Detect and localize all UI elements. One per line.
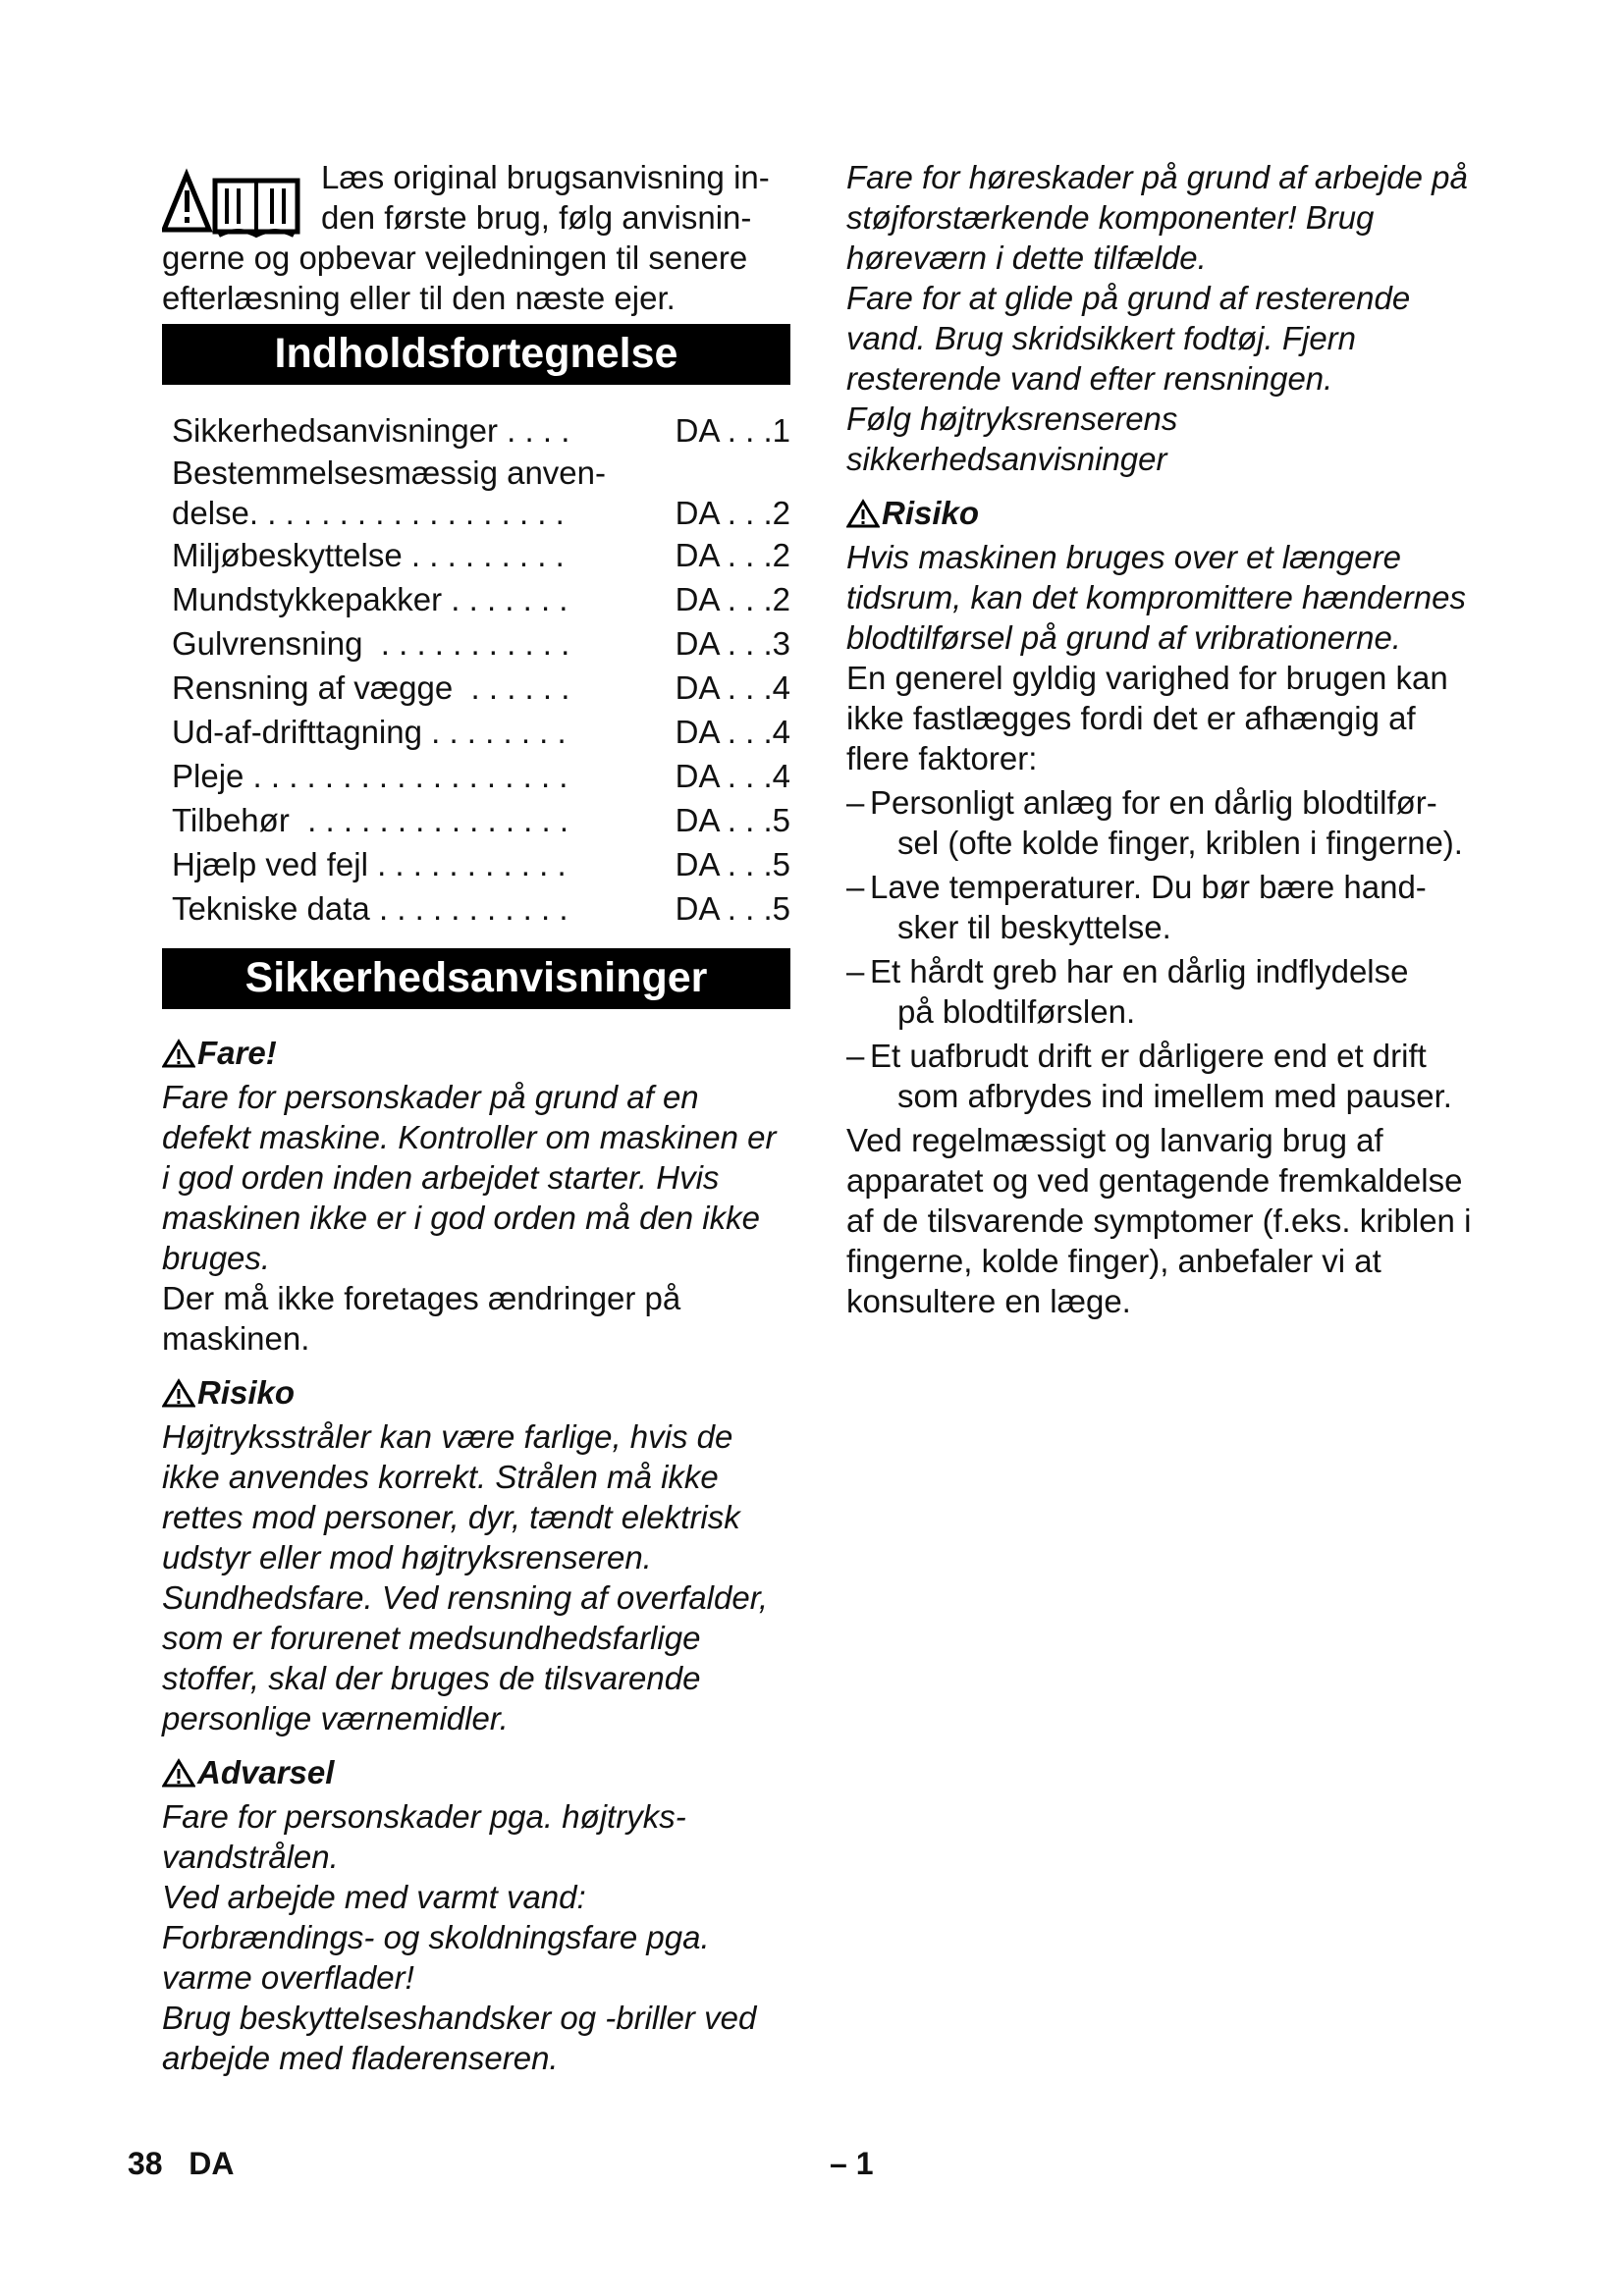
toc-page: DA . . .4: [675, 669, 790, 706]
advarsel-label: Advarsel: [197, 1754, 335, 1790]
factor-list: [846, 782, 1475, 1116]
fare-text-2: Der må ikke foretages ændringer på maskinen.: [162, 1280, 681, 1357]
toc-title: Tilbehør . . . . . . . . . . . . . . .: [172, 802, 569, 838]
right-column: [846, 157, 1475, 1321]
doctor-advice: Ved regelmæssigt og lanvarig brug af apparatet og ved gentagende fremkaldelse af de tilsvarende symptomer (f.eks. kriblen i fingerne, kolde finger), anbefaler vi at konsultere en læge.: [846, 1122, 1472, 1319]
advarsel-heading: [162, 1752, 790, 1792]
footer-center: – 1: [830, 2146, 874, 2181]
toc-entry[interactable]: [172, 798, 790, 842]
slip-warning: Fare for at glide på grund af resterende vand. Brug skridsikkert fodtøj. Fjern resterende vand efter rensningen.: [846, 280, 1411, 397]
toc-page: DA . . .3: [675, 625, 790, 662]
toc-page: DA . . .1: [675, 412, 790, 449]
list-item-text-cont: som afbrydes ind imellem med pauser.: [897, 1078, 1452, 1114]
hearing-warning: Fare for høreskader på grund af arbejde på støjforstærkende komponenter! Brug høreværn i dette tilfælde.: [846, 159, 1468, 276]
risiko-heading-right: [846, 493, 1475, 533]
list-item-text-cont: på blodtilførslen.: [897, 993, 1136, 1030]
list-item-text: Et uafbrudt drift er dårligere end et drift: [870, 1038, 1427, 1074]
toc-title: Ud-af-drifttagning . . . . . . . .: [172, 714, 567, 750]
toc-page: DA . . .2: [675, 495, 790, 531]
toc-entry[interactable]: [172, 408, 790, 453]
list-item: – Et hårdt greb har en dårlig indflydelse på blodtilførslen.: [846, 951, 1475, 1032]
risiko-label: Risiko: [197, 1374, 296, 1411]
intro-line2: den første brug, følg anvisnin-: [321, 199, 752, 236]
toc-page: DA . . .2: [675, 581, 790, 617]
toc-entry[interactable]: [172, 886, 790, 931]
intro-block: [162, 157, 790, 318]
footer-page-number: [128, 2146, 234, 2182]
toc-title: Gulvrensning . . . . . . . . . . .: [172, 625, 570, 662]
toc-page: DA . . .4: [675, 758, 790, 794]
follow-instructions: Følg højtryksrenserens sikkerhedsanvisninger: [846, 400, 1178, 477]
risiko-text: Højtryksstråler kan være farlige, hvis de ikke anvendes korrekt. Strålen må ikke rettes mod personer, dyr, tændt elektrisk udstyr eller mod højtryksrenseren.: [162, 1418, 740, 1575]
list-item-text: Personligt anlæg for en dårlig blodtilfør-: [870, 784, 1437, 821]
toc-page: DA . . .5: [675, 890, 790, 927]
toc-title: Rensning af vægge . . . . . .: [172, 669, 570, 706]
toc-page: DA . . .2: [675, 537, 790, 573]
toc-title: Mundstykkepakker . . . . . . .: [172, 581, 568, 617]
warning-triangle-icon: [162, 1378, 195, 1408]
vibration-text: Hvis maskinen bruges over et længere tidsrum, kan det kompromittere hændernes blodtilførsel på grund af vribrationerne.: [846, 539, 1466, 656]
toc-entry[interactable]: [172, 533, 790, 577]
toc-entry[interactable]: [172, 754, 790, 798]
list-item: – Lave temperaturer. Du bør bære hand- sker til beskyttelse.: [846, 867, 1475, 947]
toc-entry[interactable]: [172, 577, 790, 621]
page-number: 38: [128, 2146, 163, 2181]
list-item-text: Lave temperaturer. Du bør bære hand-: [870, 869, 1427, 905]
toc-entry[interactable]: [172, 621, 790, 666]
advarsel-text-2: Ved arbejde med varmt vand: Forbrændings- og skoldningsfare pga. varme overflader!: [162, 1879, 710, 1996]
warning-triangle-icon: [162, 1758, 195, 1788]
toc-title: Hjælp ved fejl . . . . . . . . . . .: [172, 846, 567, 882]
list-item-text: Et hårdt greb har en dårlig indflydelse: [870, 953, 1409, 989]
toc-title: Sikkerhedsanvisninger . . . .: [172, 412, 570, 449]
toc-title-cont: delse. . . . . . . . . . . . . . . . . .: [172, 495, 565, 531]
fare-label: Fare!: [197, 1035, 277, 1071]
list-item-text-cont: sker til beskyttelse.: [897, 909, 1171, 945]
toc-entry[interactable]: [172, 666, 790, 710]
fare-text: Fare for personskader på grund af en defekt maskine. Kontroller om maskinen er i god orden inden arbejdet starter. Hvis maskinen ikke er i god orden må den ikke bruges.: [162, 1079, 777, 1276]
toc-page: DA . . .5: [675, 846, 790, 882]
toc-title: Tekniske data . . . . . . . . . . .: [172, 890, 568, 927]
fare-heading: [162, 1033, 790, 1073]
warning-manual-icon: [162, 167, 307, 245]
risiko-label-right: Risiko: [882, 495, 980, 531]
duration-text: En generel gyldig varighed for brugen kan ikke fastlægges fordi det er afhængig af flere faktorer:: [846, 660, 1448, 776]
intro-rest: gerne og opbevar vejledningen til senere efterlæsning eller til den næste ejer.: [162, 240, 748, 316]
toc-page: DA . . .4: [675, 714, 790, 750]
advarsel-text-3: Brug beskyttelseshandsker og -briller ved arbejde med fladerenseren.: [162, 2000, 757, 2076]
warning-triangle-icon: [846, 499, 880, 528]
warning-triangle-icon: [162, 1039, 195, 1068]
toc-title: Bestemmelsesmæssig anven-: [172, 454, 606, 491]
table-of-contents: [172, 408, 790, 931]
toc-page: DA . . .5: [675, 802, 790, 838]
safety-heading: Sikkerhedsanvisninger: [162, 948, 790, 1009]
toc-title: Pleje . . . . . . . . . . . . . . . . . .: [172, 758, 568, 794]
list-item: – Et uafbrudt drift er dårligere end et drift som afbrydes ind imellem med pauser.: [846, 1036, 1475, 1116]
list-item: – Personligt anlæg for en dårlig blodtilfør- sel (ofte kolde finger, kriblen i fingerne).: [846, 782, 1475, 863]
left-column: [162, 157, 790, 2078]
advarsel-text: Fare for personskader pga. højtryks-vandstrålen.: [162, 1798, 686, 1875]
toc-entry[interactable]: [172, 710, 790, 754]
toc-entry[interactable]: [172, 842, 790, 886]
toc-heading: Indholdsfortegnelse: [162, 324, 790, 385]
risiko-heading: [162, 1372, 790, 1413]
toc-title: Miljøbeskyttelse . . . . . . . . .: [172, 537, 565, 573]
risiko-text-2: Sundhedsfare. Ved rensning af overfalder, som er forurenet medsundhedsfarlige stoffer, skal der bruges de tilsvarende personlige værnemidler.: [162, 1579, 769, 1736]
list-item-text-cont: sel (ofte kolde finger, kriblen i fingerne).: [897, 825, 1463, 861]
intro-line1: Læs original brugsanvisning in-: [321, 159, 770, 195]
toc-entry[interactable]: [172, 453, 790, 533]
footer-lang: DA: [189, 2146, 235, 2181]
